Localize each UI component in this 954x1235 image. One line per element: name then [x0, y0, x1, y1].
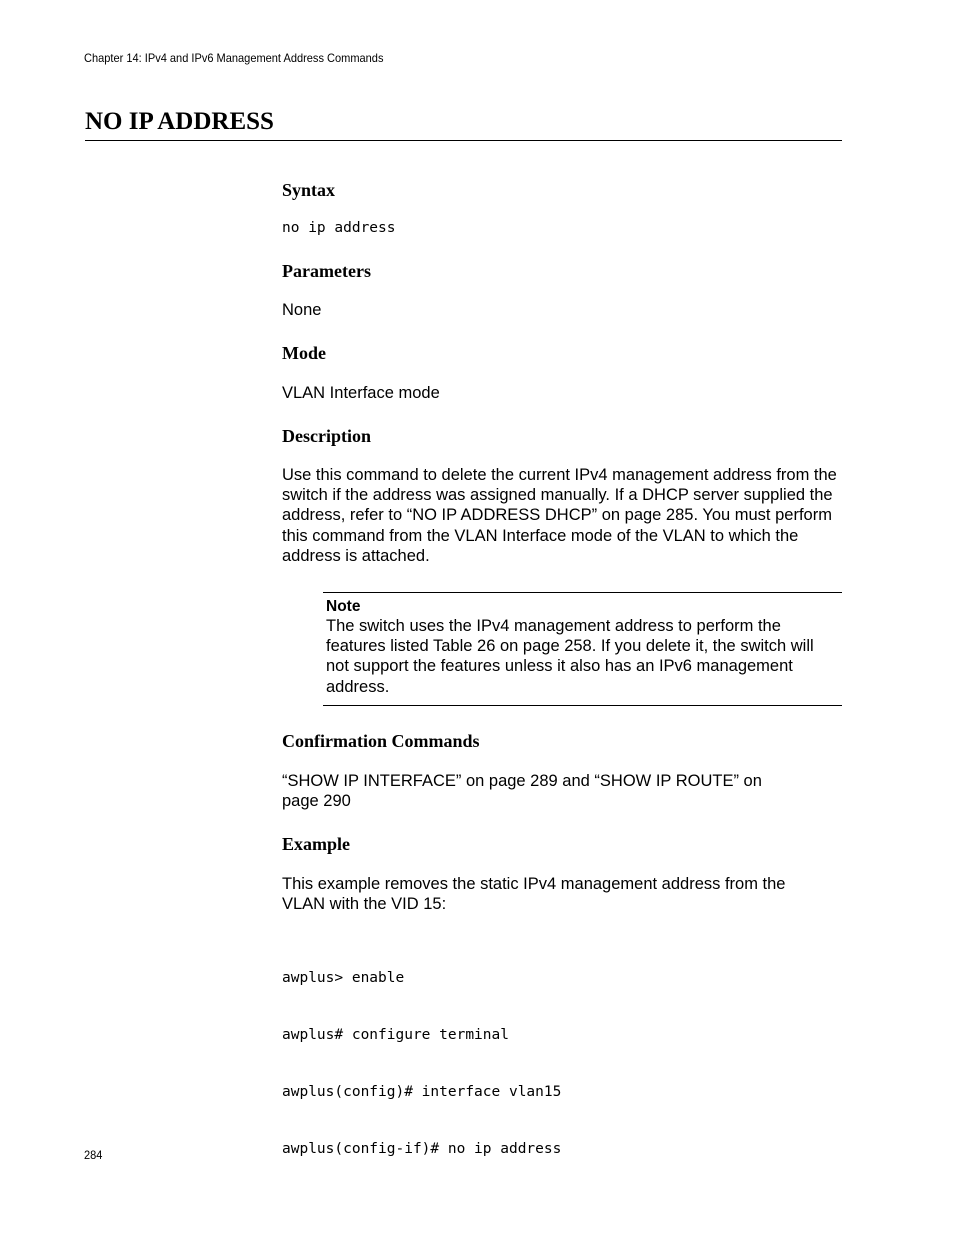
note-text: The switch uses the IPv4 management address to perform the features listed Table 26 on page 258. If you delete it, the switch will not support the features unless it also has an IPv6 management address.: [326, 617, 814, 696]
parameters-heading: Parameters: [282, 261, 371, 281]
mode-text: VLAN Interface mode: [282, 384, 440, 402]
syntax-command: no ip address: [282, 220, 396, 236]
code-line: awplus> enable: [282, 970, 405, 986]
example-heading: Example: [282, 834, 351, 854]
code-line: awplus(config)# interface vlan15: [282, 1084, 562, 1100]
title-rule: [85, 140, 842, 141]
note-label: Note: [326, 598, 361, 615]
page-title: NO IP ADDRESS: [85, 108, 274, 135]
syntax-heading: Syntax: [282, 180, 336, 200]
mode-heading: Mode: [282, 343, 326, 363]
example-code-block: [282, 931, 561, 1178]
note-box: [323, 592, 842, 706]
example-text: This example removes the static IPv4 management address from the VLAN with the VID 15:: [282, 875, 786, 914]
description-heading: Description: [282, 426, 371, 446]
confirmation-text: “SHOW IP INTERFACE” on page 289 and “SHOW IP ROUTE” on page 290: [282, 772, 762, 811]
code-line: awplus(config-if)# no ip address: [282, 1141, 562, 1157]
code-line: awplus# configure terminal: [282, 1027, 509, 1043]
parameters-text: None: [282, 301, 322, 319]
running-header: Chapter 14: IPv4 and IPv6 Management Address Commands: [84, 51, 384, 65]
page-number: 284: [84, 1148, 103, 1162]
description-text: Use this command to delete the current IPv4 management address from the switch if the address was assigned manually. If a DHCP server supplied the address, refer to “NO IP ADDRESS DHCP” on page 285. You must perform this command from the VLAN Interface mode of the VLAN to which the address is attached.: [282, 466, 837, 565]
confirmation-heading: Confirmation Commands: [282, 731, 480, 751]
